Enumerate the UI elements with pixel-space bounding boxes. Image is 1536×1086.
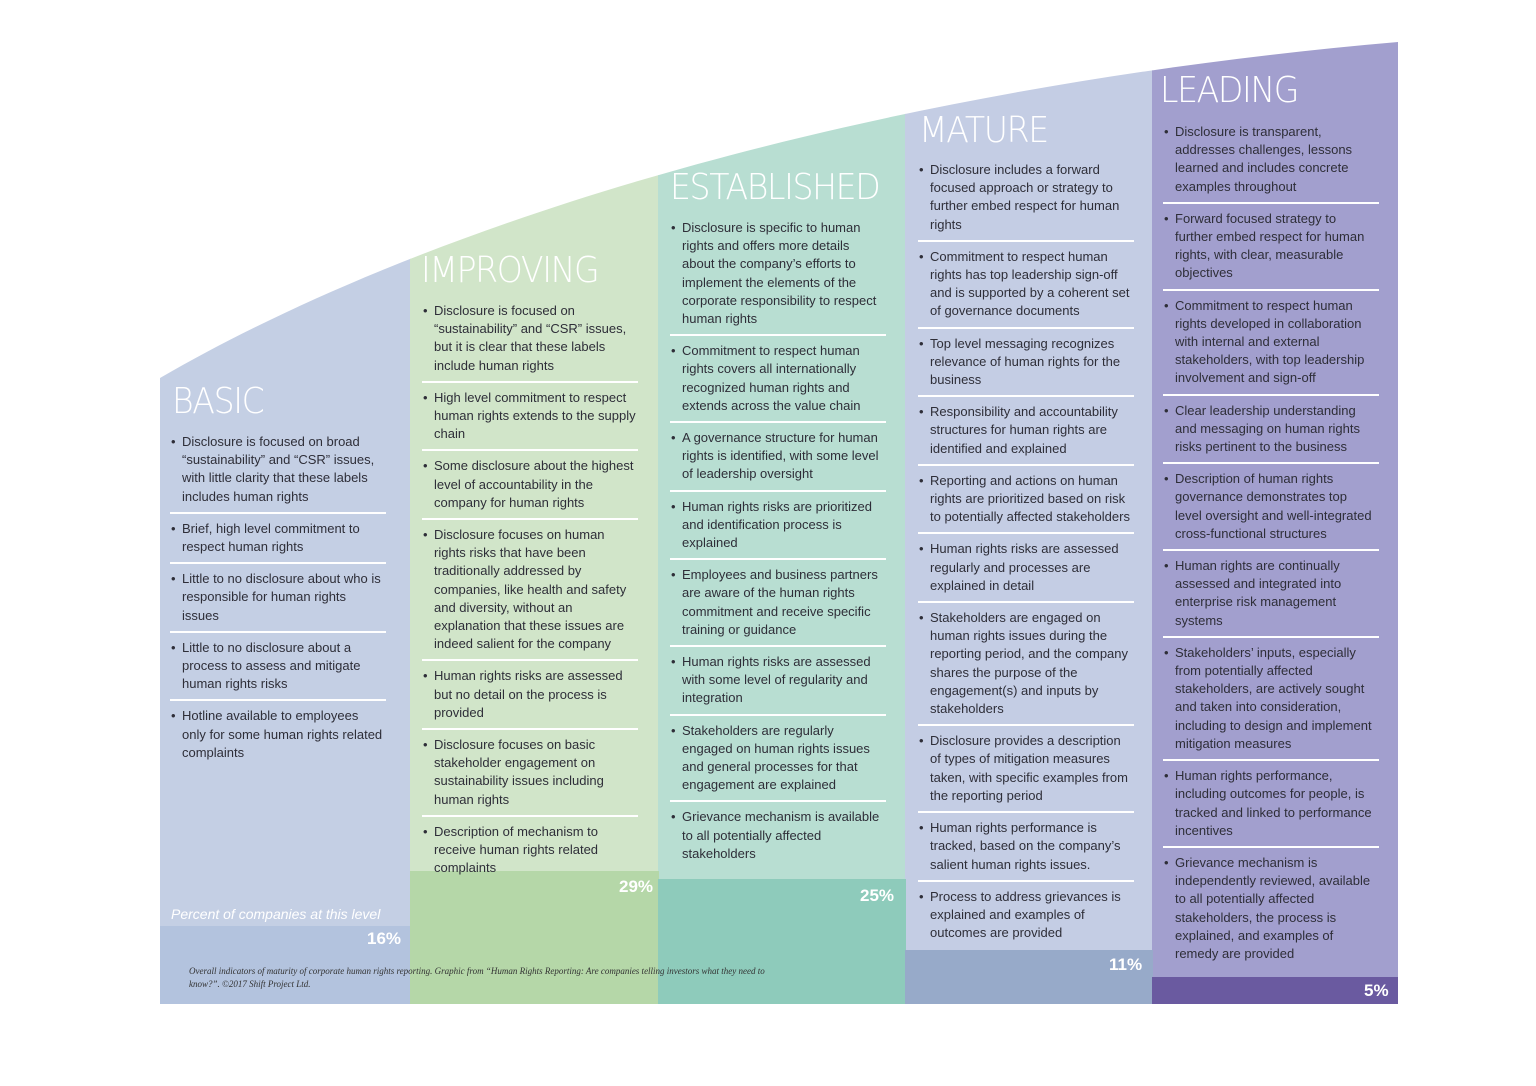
basic-indicator-item: • Hotline available to employees only for some human rights related complaints — [170, 701, 386, 768]
basic-title: BASIC — [172, 381, 264, 422]
mature-indicator-item: • Disclosure includes a forward focused approach or strategy to further embed respect for human rights — [918, 155, 1134, 242]
improving-indicator-item: • Disclosure is focused on “sustainability” and “CSR” issues, but it is clear that these labels include human rights — [422, 296, 638, 383]
mature-title: MATURE — [919, 110, 1048, 151]
improving-indicator-item: • Disclosure focuses on human rights risks that have been traditionally addressed by companies, like health and safety and diversity, without an explanation that these issues are indeed salient for the company — [422, 520, 638, 661]
percent-caption: Percent of companies at this level — [171, 906, 381, 922]
established-percent: 25% — [860, 886, 895, 905]
leading-indicator-item: • Human rights are continually assessed and integrated into enterprise risk management systems — [1163, 551, 1379, 638]
mature-indicator-item: • Disclosure provides a description of types of mitigation measures taken, with specific examples from the reporting period — [918, 726, 1134, 813]
mature-indicator-item: • Human rights risks are assessed regularly and processes are explained in detail — [918, 534, 1134, 603]
established-title: ESTABLISHED — [670, 167, 880, 208]
improving-title: IMPROVING — [421, 250, 599, 291]
improving-items — [422, 296, 638, 883]
mature-indicator-item: • Process to address grievances is explained and examples of outcomes are provided — [918, 882, 1134, 949]
figure-caption: Overall indicators of maturity of corporate human rights reporting. Graphic from “Human Rights Reporting: Are companies telling investors what they need to know?”. ©2017 Shift Project Ltd. — [189, 966, 765, 989]
leading-title: LEADING — [1160, 70, 1299, 111]
improving-indicator-item: • Description of mechanism to receive human rights related complaints — [422, 817, 638, 884]
mature-indicator-item: • Reporting and actions on human rights are prioritized based on risk to potentially affected stakeholders — [918, 466, 1134, 535]
established-indicator-item: • Disclosure is specific to human rights and offers more details about the company’s efforts to implement the elements of the corporate responsibility to respect human rights — [670, 213, 886, 336]
mature-indicator-item: • Stakeholders are engaged on human rights issues during the reporting period, and the company shares the purpose of the engagement(s) and inputs by stakeholders — [918, 603, 1134, 726]
leading-percent-band — [1152, 977, 1398, 1004]
basic-indicator-item: • Disclosure is focused on broad “sustainability” and “CSR” issues, with little clarity that these labels includes human rights — [170, 427, 386, 514]
improving-indicator-item: • Some disclosure about the highest level of accountability in the company for human rights — [422, 451, 638, 520]
established-indicator-item: • A governance structure for human rights is identified, with some level of leadership oversight — [670, 423, 886, 492]
leading-indicator-item: • Commitment to respect human rights developed in collaboration with internal and external stakeholders, with top leadership involvement and sign-off — [1163, 291, 1379, 396]
leading-indicator-item: • Stakeholders’ inputs, especially from potentially affected stakeholders, are actively sought and taken into consideration, including to design and implement mitigation measures — [1163, 638, 1379, 761]
basic-indicator-item: • Brief, high level commitment to respect human rights — [170, 514, 386, 564]
mature-indicator-item: • Top level messaging recognizes relevance of human rights for the business — [918, 329, 1134, 398]
basic-indicator-item: • Little to no disclosure about a process to assess and mitigate human rights risks — [170, 633, 386, 702]
mature-indicator-item: • Commitment to respect human rights has top leadership sign-off and is supported by a coherent set of governance documents — [918, 242, 1134, 329]
leading-indicator-item: • Disclosure is transparent, addresses challenges, lessons learned and includes concrete examples throughout — [1163, 117, 1379, 204]
leading-indicator-item: • Forward focused strategy to further embed respect for human rights, with clear, measurable objectives — [1163, 204, 1379, 291]
established-items — [670, 213, 886, 869]
improving-indicator-item: • Human rights risks are assessed but no detail on the process is provided — [422, 661, 638, 730]
established-indicator-item: • Human rights risks are prioritized and identification process is explained — [670, 492, 886, 561]
improving-percent: 29% — [619, 877, 654, 896]
leading-indicator-item: • Human rights performance, including outcomes for people, is tracked and linked to performance incentives — [1163, 761, 1379, 848]
established-indicator-item: • Human rights risks are assessed with some level of regularity and integration — [670, 647, 886, 716]
mature-items — [918, 155, 1134, 948]
leading-indicator-item: • Grievance mechanism is independently reviewed, available to all potentially affected stakeholders, the process is explained, and examples of remedy are provided — [1163, 848, 1379, 969]
mature-indicator-item: • Human rights performance is tracked, based on the company’s salient human rights issues. — [918, 813, 1134, 882]
leading-indicator-item: • Clear leadership understanding and messaging on human rights risks pertinent to the business — [1163, 396, 1379, 465]
mature-percent: 11% — [1109, 955, 1143, 974]
basic-items — [170, 427, 386, 768]
improving-indicator-item: • High level commitment to respect human rights extends to the supply chain — [422, 383, 638, 452]
basic-indicator-item: • Little to no disclosure about who is responsible for human rights issues — [170, 564, 386, 633]
established-indicator-item: • Employees and business partners are aware of the human rights commitment and receive specific training or guidance — [670, 560, 886, 647]
leading-percent: 5% — [1364, 981, 1389, 1000]
established-indicator-item: • Stakeholders are regularly engaged on human rights issues and general processes for that engagement are explained — [670, 716, 886, 803]
basic-percent: 16% — [367, 929, 402, 948]
established-indicator-item: • Grievance mechanism is available to all potentially affected stakeholders — [670, 802, 886, 869]
leading-indicator-item: • Description of human rights governance demonstrates top level oversight and well-integrated cross-functional structures — [1163, 464, 1379, 551]
mature-indicator-item: • Responsibility and accountability structures for human rights are identified and explained — [918, 397, 1134, 466]
leading-items — [1163, 117, 1379, 969]
established-indicator-item: • Commitment to respect human rights covers all internationally recognized human rights and extends across the value chain — [670, 336, 886, 423]
improving-indicator-item: • Disclosure focuses on basic stakeholder engagement on sustainability issues including human rights — [422, 730, 638, 817]
